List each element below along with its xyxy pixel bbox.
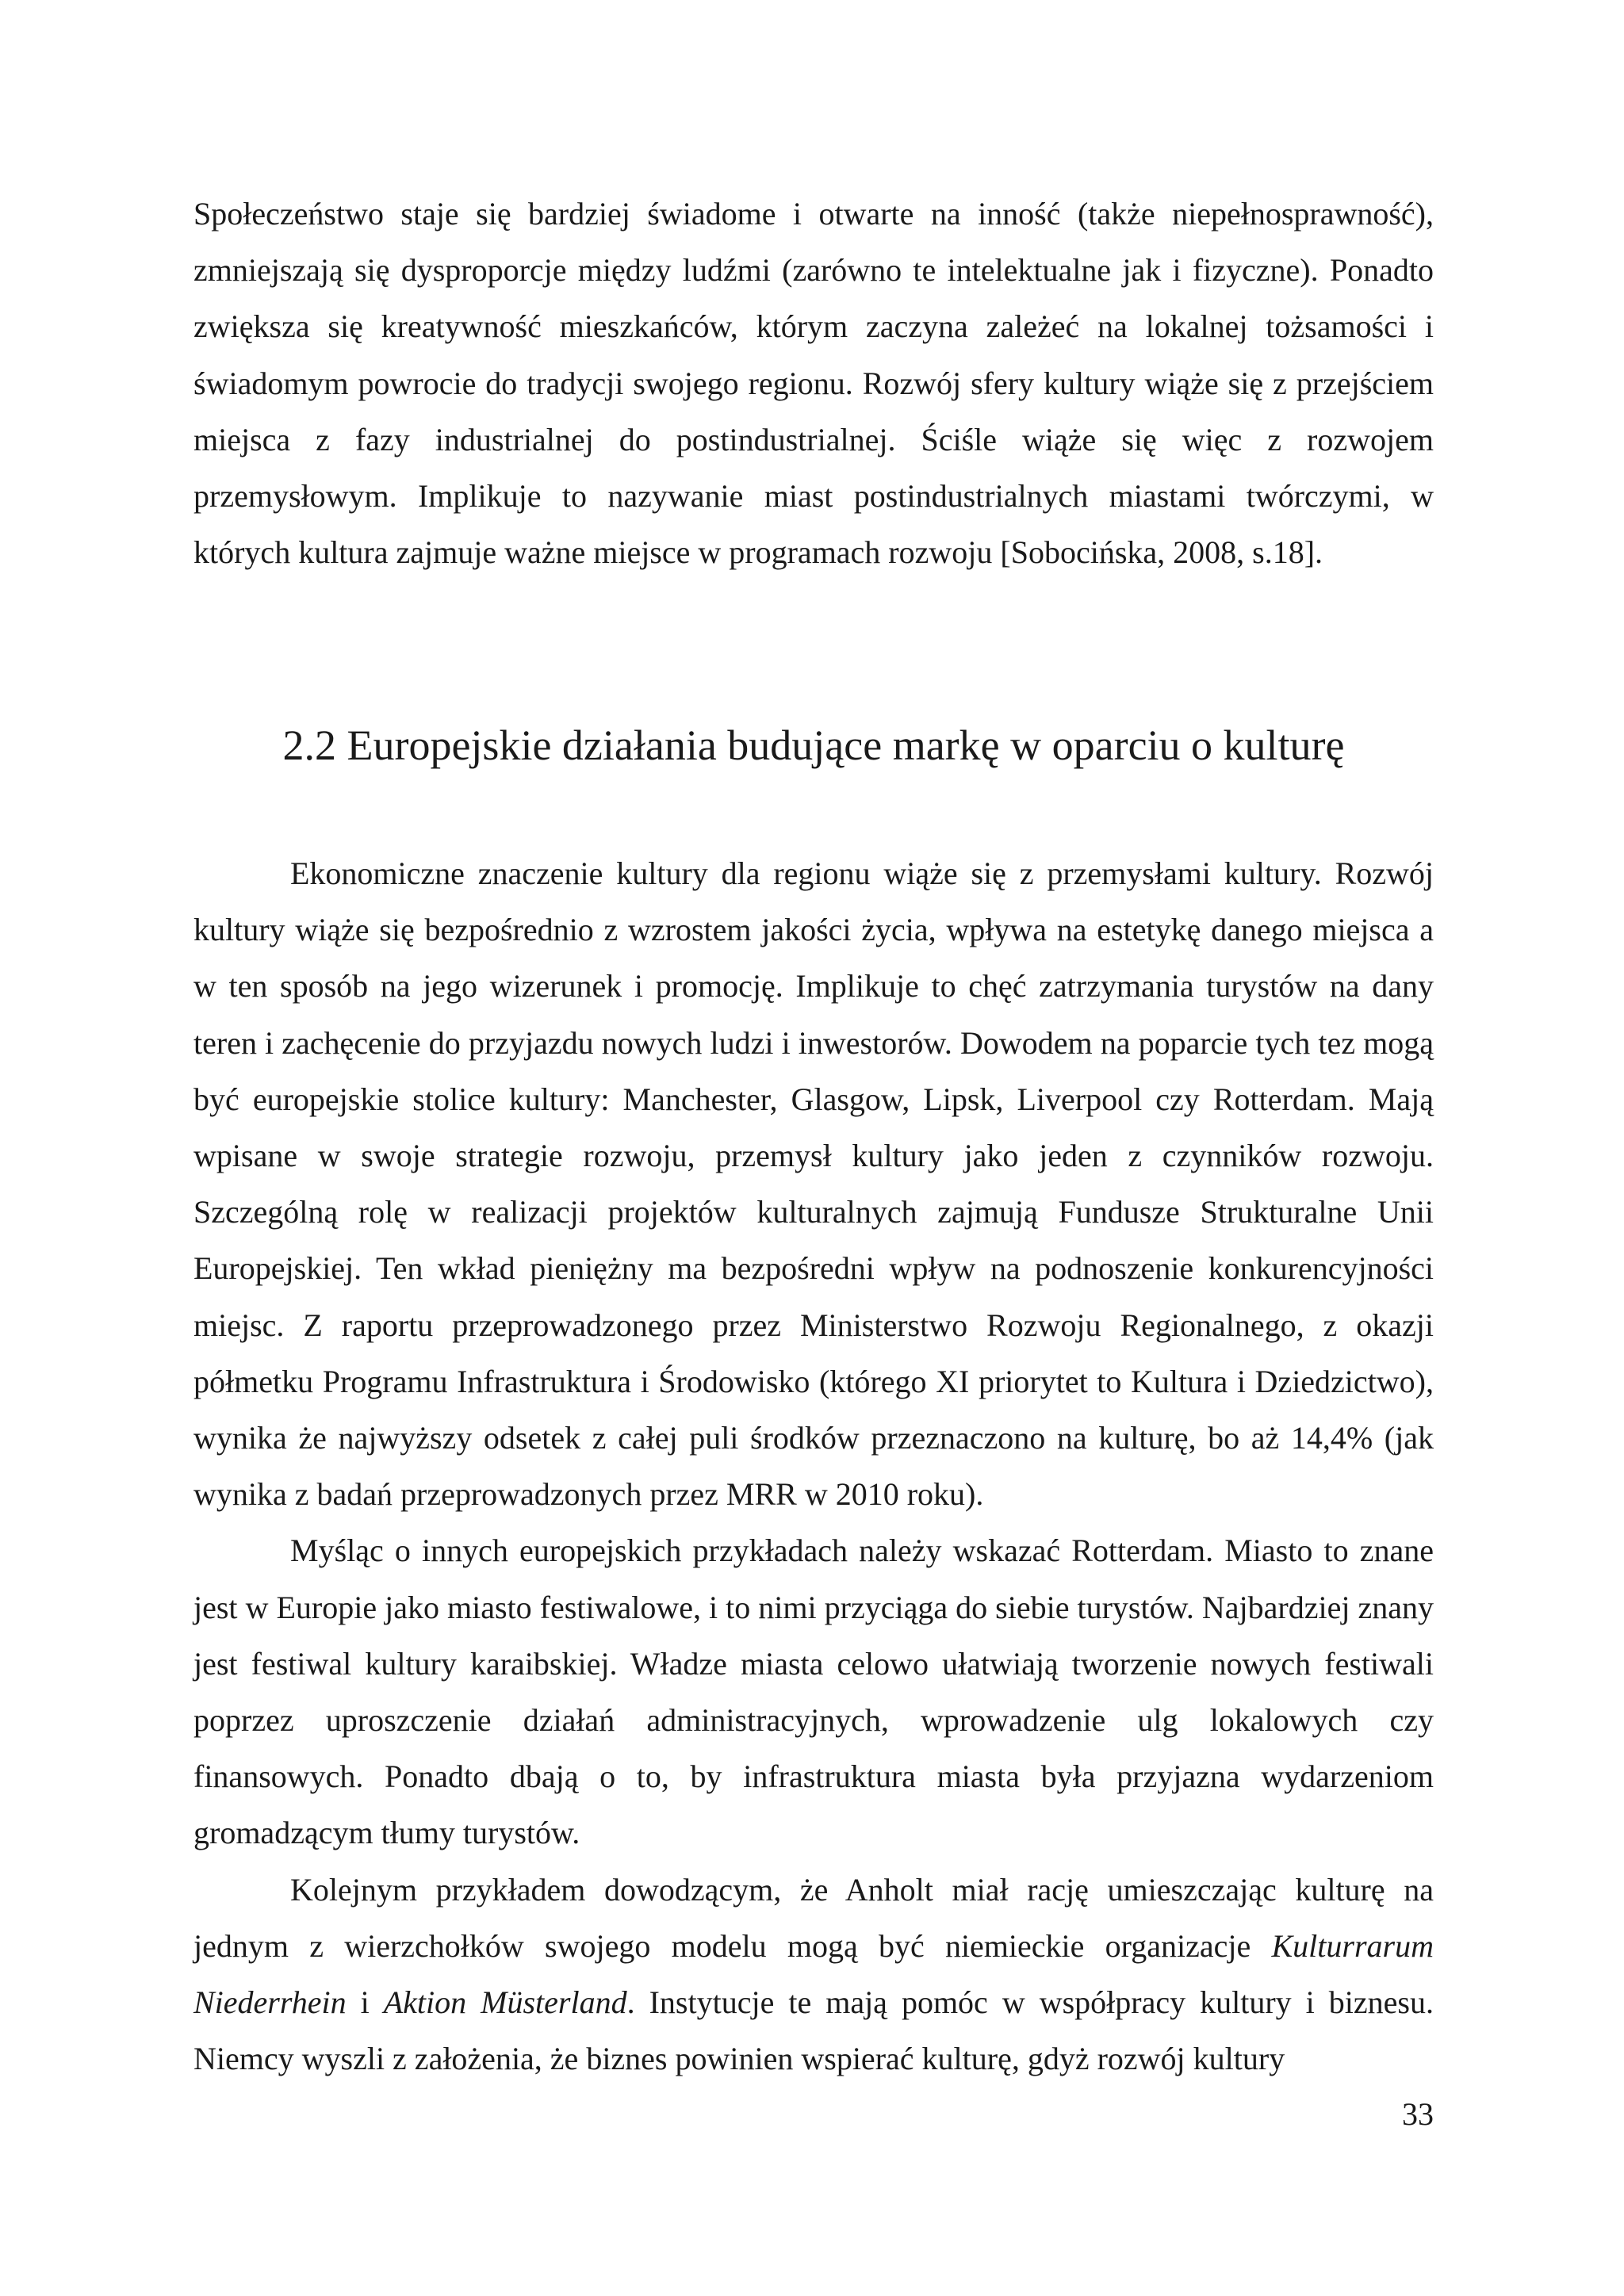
organization-name-italic: Kulturrarum Niederrhein [193, 1927, 1434, 2021]
body-text-top [193, 186, 1434, 580]
paragraph-text: i [346, 1984, 384, 2021]
page-number: 33 [1402, 2096, 1434, 2132]
paragraph-text: Kolejnym przykładem dowodzącym, że Anholt miał rację umieszczając kulturę na jednym z wierzchołków swojego modelu mogą być niemieckie organizacje [193, 1871, 1434, 1964]
body-text-main [193, 845, 1434, 2087]
paragraph-culture-economics: Ekonomiczne znaczenie kultury dla regionu wiąże się z przemysłami kultury. Rozwój kultury wiąże się bezpośrednio z wzrostem jakości życia, wpływa na estetykę danego miejsca a w ten sposób na jego wizerunek i promocję. Implikuje to chęć zatrzymania turystów na dany teren i zachęcenie do przyjazdu nowych ludzi i inwestorów. Dowodem na poparcie tych tez mogą być europejskie stolice kultury: Manchester, Glasgow, Lipsk, Liverpool czy Rotterdam. Mają wpisane w swoje strategie rozwoju, przemysł kultury jako jeden z czynników rozwoju. Szczególną rolę w realizacji projektów kulturalnych zajmują Fundusze Strukturalne Unii Europejskiej. Ten wkład pieniężny ma bezpośredni wpływ na podnoszenie konkurencyjności miejsc. Z raportu przeprowadzonego przez Ministerstwo Rozwoju Regionalnego, z okazji półmetku Programu Infrastruktura i Środowisko (którego XI priorytet to Kultura i Dziedzictwo), wynika że najwyższy odsetek z całej puli środków przeznaczono na kulturę, bo aż 14,4% (jak wynika z badań przeprowadzonych przez MRR w 2010 roku). [193, 855, 1434, 1513]
paragraph-text: . Instytucje te mają pomóc w współpracy kultury i biznesu. Niemcy wyszli z założenia, że biznes powinien wspierać kulturę, gdyż rozwój kultury [193, 1984, 1434, 2077]
paragraph-anholt [193, 1862, 1434, 2087]
paragraph-rotterdam: Myśląc o innych europejskich przykładach należy wskazać Rotterdam. Miasto to znane jest w Europie jako miasto festiwalowe, i to nimi przyciąga do siebie turystów. Najbardziej znany jest festiwal kultury karaibskiej. Władze miasta celowo ułatwiają tworzenie nowych festiwali poprzez uproszczenie działań administracyjnych, wprowadzenie ulg lokalowych czy finansowych. Ponadto dbają o to, by infrastruktura miasta była przyjazna wydarzeniom gromadzącym tłumy turystów. [193, 1533, 1434, 1851]
section-heading: 2.2 Europejskie działania budujące markę w oparciu o kulturę [282, 721, 1345, 769]
continuation-paragraph: Społeczeństwo staje się bardziej świadome i otwarte na inność (także niepełnosprawność), zmniejszają się dysproporcje między ludźmi (zarówno te intelektualne jak i fizyczne). Ponadto zwiększa się kreatywność mieszkańców, którym zaczyna zależeć na lokalnej tożsamości i świadomym powrocie do tradycji swojego regionu. Rozwój sfery kultury wiąże się z przejściem miejsca z fazy industrialnej do postindustrialnej. Ściśle wiąże się więc z rozwojem przemysłowym. Implikuje to nazywanie miast postindustrialnych miastami twórczymi, w których kultura zajmuje ważne miejsce w programach rozwoju [Sobocińska, 2008, s.18]. [193, 196, 1434, 571]
organization-name-italic: Aktion Müsterland [383, 1984, 627, 2021]
